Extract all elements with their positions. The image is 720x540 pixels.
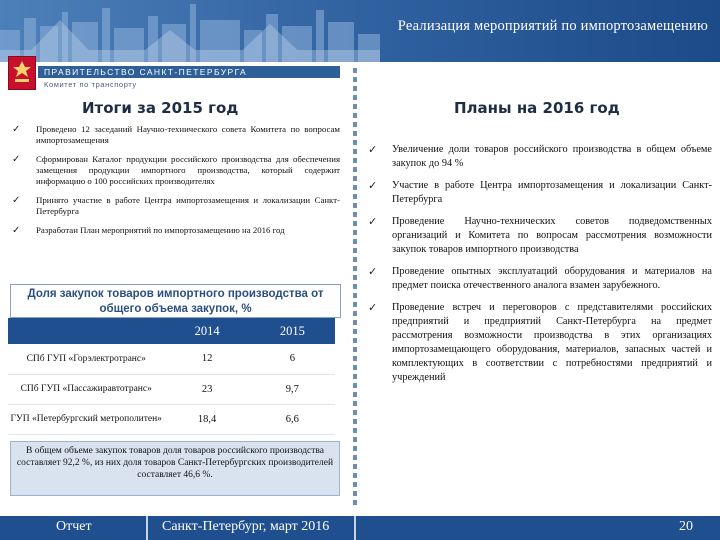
column-divider [353,68,357,508]
footer-city-date: Санкт-Петербург, март 2016 [162,519,330,534]
table-header-cell [8,318,164,344]
checkmark-icon: ✓ [368,215,378,228]
table-cell: 18,4 [164,404,249,434]
table-cell: СПб ГУП «Пассажиравтотранс» [8,374,164,404]
table-cell: 6,6 [250,404,335,434]
committee-name: Комитет по транспорту [44,80,137,89]
checkmark-icon: ✓ [12,195,21,206]
table-header-row [8,318,335,344]
presentation-title: Реализация мероприятий по импортозамещению [397,18,708,34]
plans-2016-list [368,143,712,393]
footer-separator [354,516,356,540]
plans-2016-heading: Планы на 2016 год [454,99,620,117]
list-item [12,225,340,236]
checkmark-icon: ✓ [12,124,21,135]
checkmark-icon: ✓ [12,225,21,236]
table-header-cell: 2014 [164,318,249,344]
table-cell: 9,7 [250,374,335,404]
list-item [12,154,340,187]
list-item [368,301,712,385]
table-row [8,404,335,434]
checkmark-icon: ✓ [368,265,378,278]
results-2015-heading: Итоги за 2015 год [82,99,239,117]
table-cell: СПб ГУП «Горэлектротранс» [8,344,164,374]
list-item-text: Проведение встреч и переговоров с представителями российских предприятий и предприятий Санкт-Петербурга на предмет рассмотрения возможности производства в этих организациях импортозамещающего оборудования, материалов, запасных частей и комплектующих в соответствии с потребностями предприятий и учреждений [392,302,712,383]
table-row [8,344,335,374]
import-share-heading: Доля закупок товаров импортного производства от общего объема закупок, % [10,284,341,318]
coat-of-arms-icon [8,56,36,90]
list-item-text: Принято участие в работе Центра импортозамещения и локализации Санкт-Петербурга [36,195,340,216]
footer-report-label: Отчет [56,519,92,534]
results-2015-list [12,124,340,244]
checkmark-icon: ✓ [368,143,378,156]
table-cell: 12 [164,344,249,374]
header-banner [0,0,720,62]
summary-box: В общем объеме закупок товаров доля товаров российского производства составляет 92,2 %, из них доля товаров Санкт-Петербургских производителей составляет 46,6 %. [10,441,340,496]
list-item-text: Разработан План мероприятий по импортозамещению на 2016 год [36,225,285,235]
list-item [12,124,340,146]
footer-bar [0,516,720,540]
list-item-text: Проведение опытных эксплуатаций оборудования и материалов на предмет поиска отечественного аналога взамен зарубежного. [392,266,712,291]
list-item [12,195,340,217]
list-item [368,265,712,293]
table-header-cell: 2015 [250,318,335,344]
page-number: 20 [679,519,693,534]
list-item [368,179,712,207]
footer-separator [146,516,148,540]
list-item [368,215,712,257]
list-item-text: Участие в работе Центра импортозамещения и локализации Санкт-Петербурга [392,180,712,205]
list-item-text: Сформирован Каталог продукции российского производства для обеспечения замещения продукции импортного производства, который содержит информацию о 100 российских производителях [36,154,340,186]
list-item-text: Проведение Научно-технических советов подведомственных организаций и Комитета по вопросам рассмотрения возможности закупок товаров импортного производства [392,216,712,255]
import-share-table [8,318,335,435]
table-cell: 6 [250,344,335,374]
checkmark-icon: ✓ [368,301,378,314]
checkmark-icon: ✓ [368,179,378,192]
table-cell: 23 [164,374,249,404]
checkmark-icon: ✓ [12,154,21,165]
government-name: ПРАВИТЕЛЬСТВО САНКТ-ПЕТЕРБУРГА [44,67,248,77]
list-item-text: Увеличение доли товаров российского производства в общем объеме закупок до 94 % [392,144,712,169]
table-cell: ГУП «Петербургский метрополитен» [8,404,164,434]
list-item [368,143,712,171]
list-item-text: Проведено 12 заседаний Научно-технического совета Комитета по вопросам импортозамещения [36,124,340,145]
table-row [8,374,335,404]
